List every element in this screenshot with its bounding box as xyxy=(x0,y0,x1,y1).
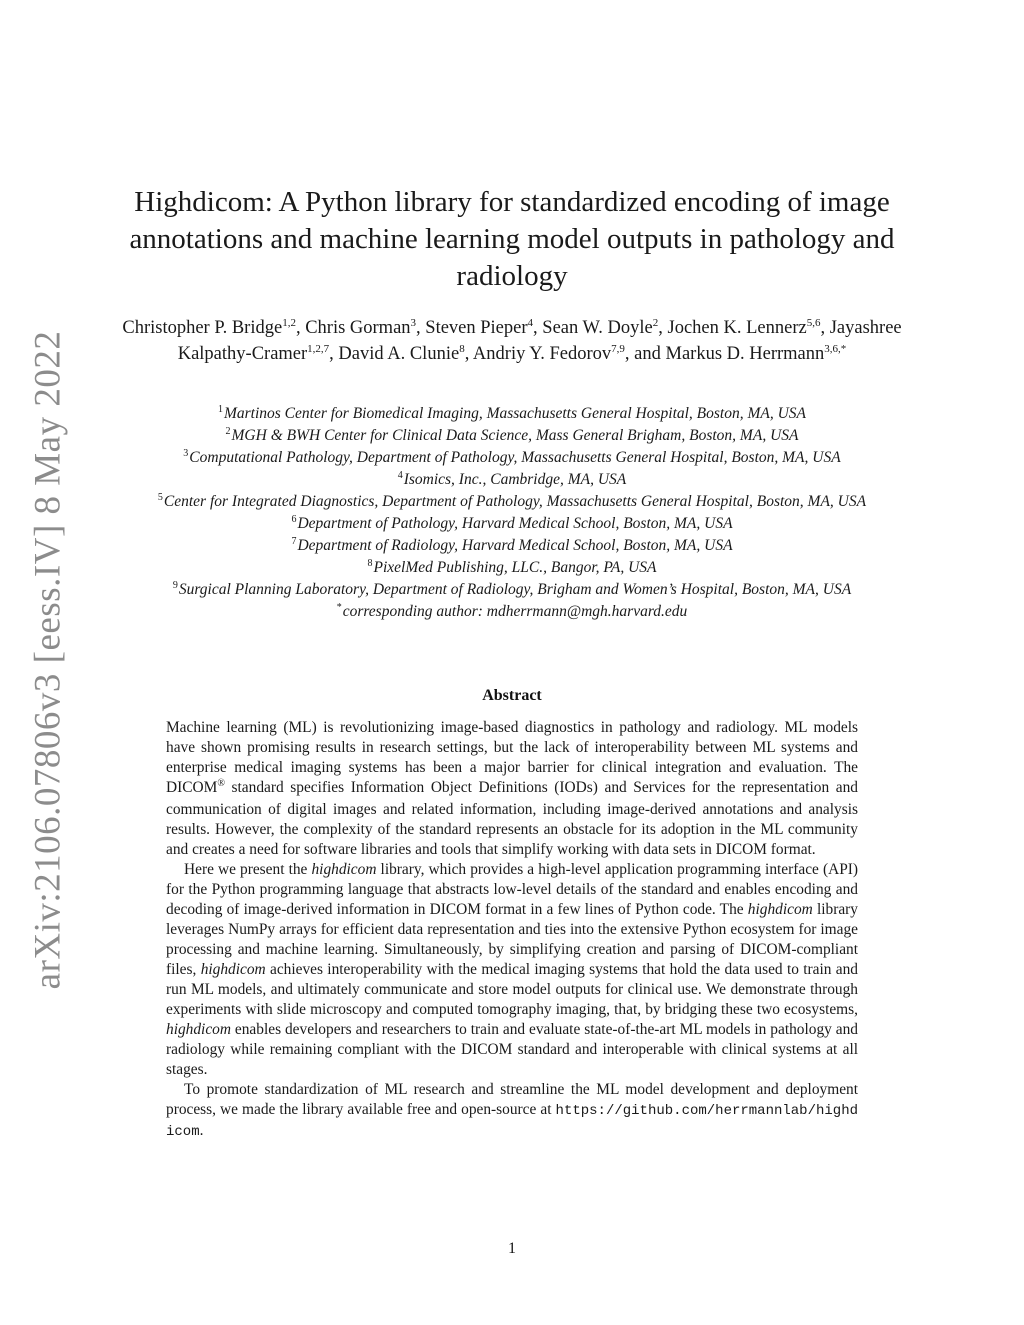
page-number: 1 xyxy=(508,1240,516,1257)
abstract-paragraph: Machine learning (ML) is revolutionizing image-based diagnostics in pathology and radiology. ML models have shown promising results in research settings, but the lack of interoperability between ML systems and enterprise medical imaging systems has been a major barrier for clinical integration and evaluation. The DICOM® standard specifies Information Object Definitions (IODs) and Services for the representation and communication of digital images and related information, including image-derived annotations and analysis results. However, the complexity of the standard represents an obstacle for its adoption in the ML community and creates a need for software libraries and tools that simplify working with data sets in DICOM format. xyxy=(166,719,858,858)
affiliation: $^6$Department of Pathology, Harvard Medical School, Boston, MA, USA xyxy=(291,514,733,532)
affiliation: $^9$Surgical Planning Laboratory, Department of Radiology, Brigham and Women’s Hospital, Boston, MA, USA xyxy=(172,580,852,598)
author: Christopher P. Bridge xyxy=(122,318,283,338)
author: Steven Pieper xyxy=(425,318,528,338)
author-affiliation-mark: 2 xyxy=(652,317,659,329)
author-affiliation-mark: 1,2,7 xyxy=(307,343,330,355)
author: Chris Gorman xyxy=(305,318,411,338)
affiliation: $^2$MGH & BWH Center for Clinical Data Science, Mass General Brigham, Boston, MA, USA xyxy=(225,426,799,444)
author: Markus D. Herrmann xyxy=(665,344,825,364)
author-conjunction: and xyxy=(634,344,661,364)
abstract-body xyxy=(166,718,858,1142)
author-affiliation-mark: 7,9 xyxy=(611,343,625,355)
affiliation: $^7$Department of Radiology, Harvard Medical School, Boston, MA, USA xyxy=(291,536,733,554)
library-name: highdicom xyxy=(747,901,813,918)
author-affiliation-mark: 4 xyxy=(527,317,534,329)
author-affiliation-mark: 1,2 xyxy=(282,317,296,329)
registered-mark: ® xyxy=(217,778,225,789)
author-list: Christopher P. Bridge$^{1,2}$, Chris Gorman$^3$, Steven Pieper$^4$, Sean W. Doyle$^2$, Jochen K. Lennerz$^{5,6}$, Jayashree Kalpathy-Cramer$^{1,2,7}$, David A. Clunie$^8$, Andriy Y. Fedorov$^{7,9}$, and Markus D. Herrmann$^{3,6,*}$ xyxy=(122,317,902,364)
affiliation: $^3$Computational Pathology, Department of Pathology, Massachusetts General Hospital, Boston, MA, USA xyxy=(183,448,841,466)
affiliation: $^4$Isomics, Inc., Cambridge, MA, USA xyxy=(397,470,627,488)
author: Jayashree Kalpathy-Cramer xyxy=(177,318,902,364)
arxiv-id: arXiv:2106.07806v3 [eess.IV] 8 May 2022 xyxy=(27,330,69,990)
author: Jochen K. Lennerz xyxy=(667,318,807,338)
paper-title: Highdicom: A Python library for standardized encoding of image annotations and machine learning model outputs in pathology and radiology xyxy=(129,186,895,292)
corresponding-author: *corresponding author: mdherrmann@mgh.harvard.edu xyxy=(336,602,688,620)
author-affiliation-mark: 5,6 xyxy=(806,317,821,329)
author-affiliation-mark: 3,6,* xyxy=(824,343,847,355)
library-name: highdicom xyxy=(311,861,377,878)
abstract-paragraph: To promote standardization of ML research and streamline the ML model development and deployment process, we made the library available free and open-source at https://github.com/herrmannlab/highdicom. xyxy=(166,1081,858,1140)
abstract-heading: Abstract xyxy=(482,687,542,704)
author: Sean W. Doyle xyxy=(542,318,653,338)
affiliation-list xyxy=(125,404,899,624)
library-name: highdicom xyxy=(200,961,266,978)
author: Andriy Y. Fedorov xyxy=(472,344,612,364)
author: David A. Clunie xyxy=(338,344,460,364)
library-name: highdicom xyxy=(166,1021,231,1038)
abstract-paragraph: Here we present the highdicom library, which provides a high-level application programming interface (API) for the Python programming language that abstracts low-level details of the standard and enables encoding and decoding of image-derived information in DICOM format in a few lines of Python code. The highdicom library leverages NumPy arrays for efficient data representation and ties into the extensive Python ecosystem for image processing and machine learning. Simultaneously, by simplifying creation and parsing of DICOM-compliant files, highdicom achieves interoperability with the medical imaging systems that hold the data used to train and run ML models, and ultimately communicate and store model outputs for clinical use. We demonstrate through experiments with slide microscopy and computed tomography imaging, that, by bridging these two ecosystems, highdicom enables developers and researchers to train and evaluate state-of-the-art ML models in pathology and radiology while remaining compliant with the DICOM standard and interoperable with clinical systems at all stages. xyxy=(166,861,859,1078)
affiliation: $^1$Martinos Center for Biomedical Imaging, Massachusetts General Hospital, Boston, MA, USA xyxy=(217,404,807,422)
repository-link[interactable]: https://github.com/herrmannlab/highdicom xyxy=(166,1103,858,1140)
author-affiliation-mark: 3 xyxy=(410,317,417,329)
affiliation: $^8$PixelMed Publishing, LLC., Bangor, PA, USA xyxy=(367,558,657,576)
author-affiliation-mark: 8 xyxy=(459,343,465,355)
affiliation: $^5$Center for Integrated Diagnostics, Department of Pathology, Massachusetts General Hospital, Boston, MA, USA xyxy=(157,492,867,510)
